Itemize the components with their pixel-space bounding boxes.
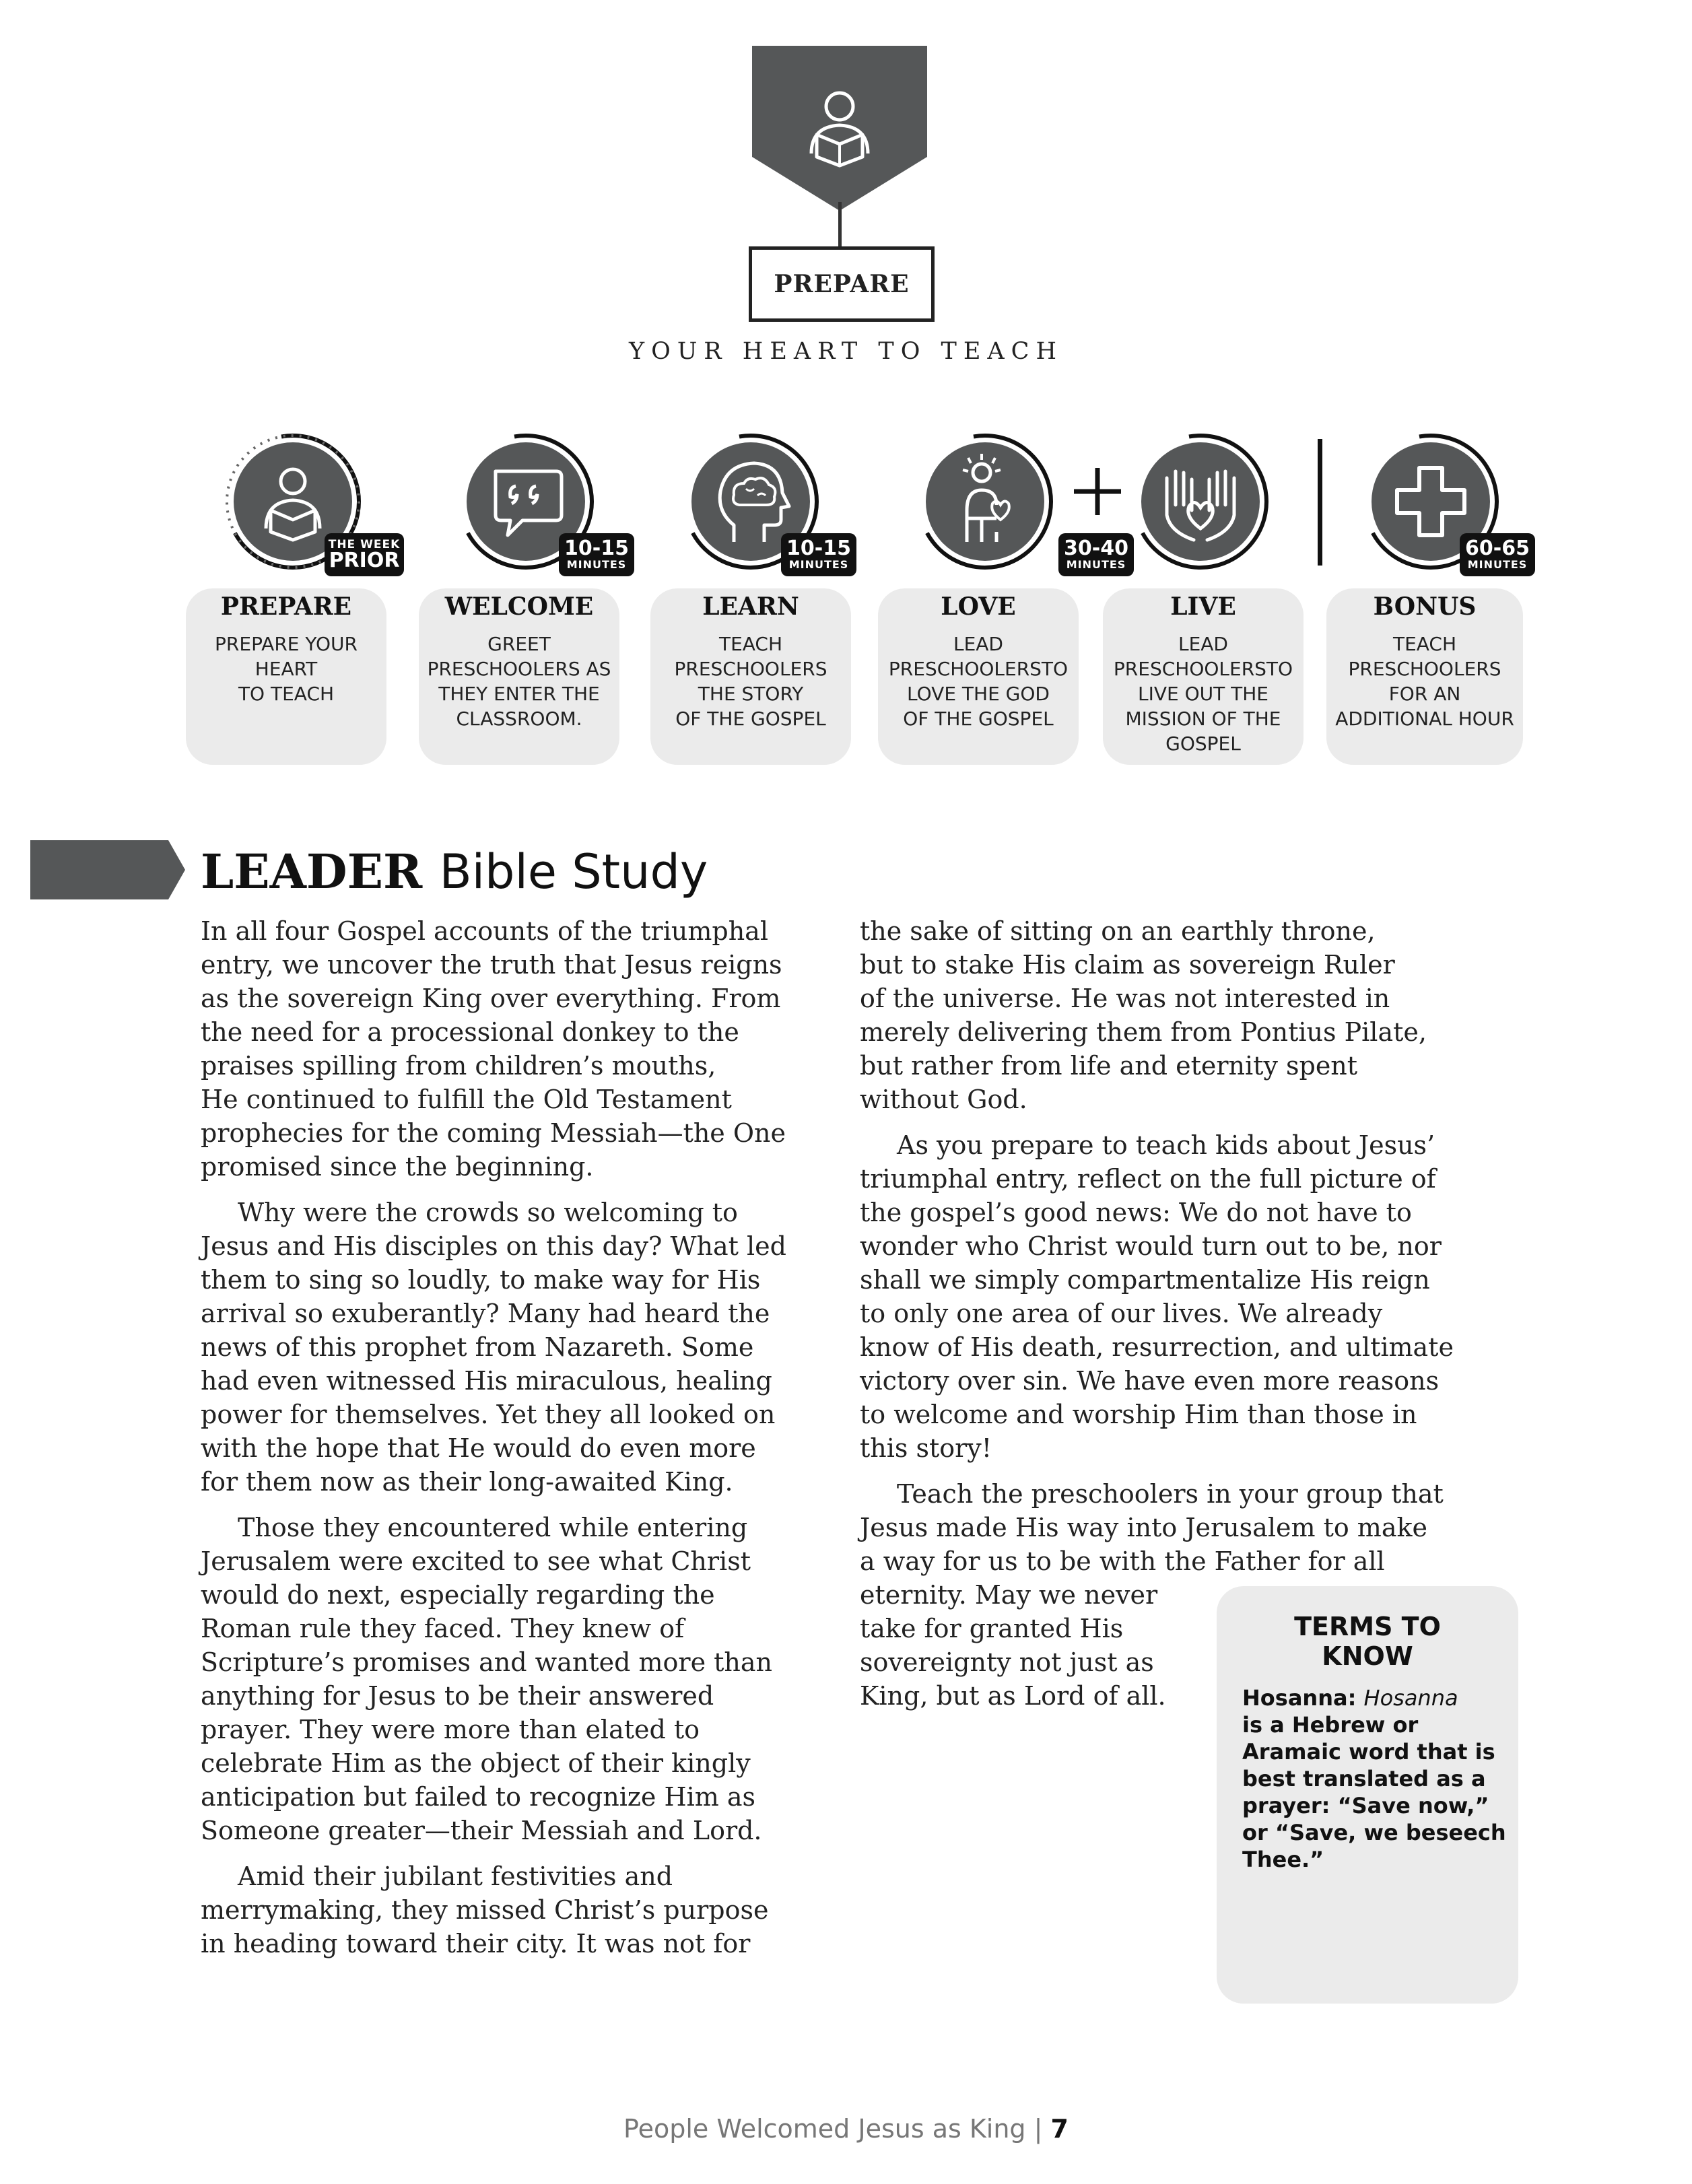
text-line: triumphal entry, reflect on the full picture of: [860, 1164, 1436, 1194]
text-line: Teach the preschoolers in your group that: [897, 1479, 1444, 1509]
tag-small: MINUTES: [788, 558, 849, 571]
desc-line: THEY ENTER THE: [438, 683, 600, 705]
text-line: prayer. They were more than elated to: [201, 1715, 700, 1744]
text-line: entry, we uncover the truth that Jesus reigns: [201, 950, 782, 980]
desc-line: PRESCHOOLERS AS: [427, 658, 611, 680]
term-italic: Hosanna: [1363, 1685, 1458, 1711]
person-heart-icon: [914, 431, 1056, 572]
term-def-line: prayer: “Save now,”: [1242, 1793, 1489, 1818]
term-def-line: Aramaic word that is: [1242, 1739, 1495, 1765]
text-line: would do next, especially regarding the: [201, 1580, 715, 1610]
text-line: As you prepare to teach kids about Jesus’: [897, 1130, 1435, 1160]
tag-small: MINUTES: [1066, 558, 1126, 571]
text-line: shall we simply compartmentalize His reign: [860, 1265, 1430, 1295]
desc-line: ADDITIONAL HOUR: [1335, 708, 1514, 730]
desc-line: TO TEACH: [238, 683, 335, 705]
tag-big: PRIOR: [329, 549, 400, 572]
card-title: LOVE: [941, 592, 1016, 621]
heading-light: Bible Study: [439, 844, 708, 899]
tag-big: 60-65: [1465, 537, 1530, 560]
step-love-icon: [914, 431, 1056, 572]
tag-small: THE WEEK: [328, 538, 401, 551]
prepare-box: PREPARE: [749, 246, 935, 322]
text-line: Why were the crowds so welcoming to: [238, 1198, 738, 1227]
card-desc: [650, 632, 851, 731]
heading-bold: LEADER: [201, 844, 423, 899]
text-line: promised since the beginning.: [201, 1152, 594, 1182]
term-def-line: Thee.”: [1242, 1847, 1324, 1872]
terms-body: [1242, 1684, 1506, 1873]
text-line: with the hope that He would do even more: [201, 1433, 756, 1463]
reader-icon: [752, 46, 927, 214]
card-desc: [1326, 632, 1523, 731]
desc-line: PREPARE YOUR: [215, 633, 358, 655]
text-line: In all four Gospel accounts of the triumphal: [201, 916, 768, 946]
desc-line: THE STORY: [698, 683, 804, 705]
text-line: merrymaking, they missed Christ’s purpose: [201, 1895, 769, 1925]
text-line: without God.: [860, 1085, 1027, 1114]
footer-text: People Welcomed Jesus as King |: [623, 2114, 1051, 2144]
body-column-left: [201, 914, 847, 1973]
text-line: power for themselves. Yet they all looked on: [201, 1400, 776, 1429]
terms-title-line: TERMS TO: [1294, 1612, 1441, 1641]
desc-line: OF THE GOSPEL: [903, 708, 1054, 730]
text-line: wonder who Christ would turn out to be, nor: [860, 1231, 1442, 1261]
card-live: [1103, 588, 1304, 765]
banner-stem: [838, 202, 842, 249]
text-line: but rather from life and eternity spent: [860, 1051, 1358, 1081]
terms-title-line: KNOW: [1322, 1641, 1413, 1671]
text-line: the gospel’s good news: We do not have to: [860, 1198, 1412, 1227]
step-live-icon: [1130, 431, 1271, 572]
paragraph: [201, 1859, 847, 1960]
hands-heart-icon: [1130, 431, 1271, 572]
text-line: Jerusalem were excited to see what Christ: [201, 1546, 751, 1576]
term-def-line: best translated as a: [1242, 1766, 1486, 1791]
text-line: this story!: [860, 1433, 992, 1463]
tag-big: 10-15: [786, 537, 851, 560]
text-line: victory over sin. We have even more reasons: [860, 1366, 1440, 1396]
text-line: a way for us to be with the Father for all: [860, 1546, 1385, 1576]
text-line: merely delivering them from Pontius Pilate,: [860, 1017, 1427, 1047]
text-line: celebrate Him as the object of their kingly: [201, 1748, 751, 1778]
text-line: news of this prophet from Nazareth. Some: [201, 1332, 754, 1362]
step-love-tag: [1058, 533, 1134, 576]
text-line: take for granted His: [860, 1614, 1124, 1643]
terms-to-know-box: [1217, 1586, 1518, 2004]
card-welcome: [419, 588, 619, 765]
text-line: anything for Jesus to be their answered: [201, 1681, 714, 1711]
text-line: had even witnessed His miraculous, healing: [201, 1366, 772, 1396]
tag-small: MINUTES: [566, 558, 627, 571]
prepare-banner: [752, 46, 927, 214]
card-title: LIVE: [1170, 592, 1236, 621]
card-desc: [186, 632, 386, 706]
desc-line: LEAD: [953, 633, 1003, 655]
term-def-line: is a Hebrew or: [1242, 1712, 1419, 1738]
text-line: Roman rule they faced. They knew of: [201, 1614, 685, 1643]
terms-title: [1242, 1612, 1493, 1671]
paragraph: [201, 914, 847, 1184]
bonus-divider: [1318, 439, 1322, 566]
text-line: to only one area of our lives. We already: [860, 1299, 1383, 1328]
desc-line: MISSION OF THE: [1125, 708, 1281, 730]
text-line: as the sovereign King over everything. From: [201, 984, 781, 1013]
text-line: Amid their jubilant festivities and: [238, 1862, 673, 1891]
step-prepare-tag: [325, 533, 404, 576]
prepare-subtitle: YOUR HEART TO TEACH: [629, 338, 1063, 365]
page-footer: [0, 2114, 1692, 2144]
text-line: King, but as Lord of all.: [860, 1681, 1166, 1711]
desc-line: PRESCHOOLERSTO: [1113, 658, 1293, 680]
card-title: BONUS: [1373, 592, 1477, 621]
card-bonus: [1326, 588, 1523, 765]
text-line: Those they encountered while entering: [238, 1513, 748, 1542]
desc-line: LOVE THE GOD: [907, 683, 1050, 705]
tag-small: MINUTES: [1467, 558, 1528, 571]
text-line: but to stake His claim as sovereign Ruler: [860, 950, 1395, 980]
step-bonus-tag: [1460, 533, 1535, 576]
text-line: the sake of sitting on an earthly throne,: [860, 916, 1376, 946]
desc-line: TEACH: [718, 633, 783, 655]
desc-line: LIVE OUT THE: [1138, 683, 1268, 705]
text-line: Jesus made His way into Jerusalem to make: [860, 1513, 1428, 1542]
desc-line: LEAD: [1178, 633, 1228, 655]
tag-big: 10-15: [564, 537, 629, 560]
paragraph: [860, 1128, 1506, 1465]
section-heading: [201, 843, 708, 901]
text-line: sovereignty not just as: [860, 1647, 1154, 1677]
card-title: LEARN: [702, 592, 799, 621]
card-desc: [1103, 632, 1304, 756]
text-line: prophecies for the coming Messiah—the One: [201, 1118, 786, 1148]
text-line: for them now as their long-awaited King.: [201, 1467, 733, 1497]
text-line: He continued to fulfill the Old Testament: [201, 1085, 732, 1114]
desc-line: CLASSROOM.: [456, 708, 582, 730]
desc-line: PRESCHOOLERS: [674, 658, 827, 680]
text-line: to welcome and worship Him than those in: [860, 1400, 1417, 1429]
term-def-line: or “Save, we beseech: [1242, 1820, 1506, 1845]
desc-line: FOR AN: [1388, 683, 1461, 705]
text-line: anticipation but failed to recognize Him as: [201, 1782, 756, 1812]
tag-big: 30-40: [1064, 537, 1128, 560]
text-line: them to sing so loudly, to make way for His: [201, 1265, 761, 1295]
desc-line: TEACH: [1392, 633, 1457, 655]
text-line: Someone greater—their Messiah and Lord.: [201, 1816, 762, 1845]
desc-line: OF THE GOSPEL: [675, 708, 826, 730]
term-word: Hosanna:: [1242, 1685, 1357, 1711]
paragraph: [201, 1511, 847, 1847]
card-title: WELCOME: [444, 592, 594, 621]
text-line: in heading toward their city. It was not for: [201, 1929, 751, 1958]
card-desc: [878, 632, 1079, 731]
section-arrow-tab: [30, 840, 185, 899]
page-number: 7: [1050, 2114, 1069, 2144]
text-line: the need for a processional donkey to the: [201, 1017, 739, 1047]
desc-line: GOSPEL: [1165, 732, 1241, 755]
card-title: PREPARE: [220, 592, 352, 621]
desc-line: GREET: [487, 633, 551, 655]
card-love: [878, 588, 1079, 765]
text-line: arrival so exuberantly? Many had heard the: [201, 1299, 770, 1328]
text-line: know of His death, resurrection, and ultimate: [860, 1332, 1454, 1362]
plus-icon: [1071, 465, 1124, 518]
text-line: eternity. May we never: [860, 1580, 1158, 1610]
desc-line: HEART: [255, 658, 318, 680]
card-prepare: [186, 588, 386, 765]
text-line: Scripture’s promises and wanted more than: [201, 1647, 773, 1677]
text-line: Jesus and His disciples on this day? What led: [201, 1231, 786, 1261]
desc-line: PRESCHOOLERSTO: [888, 658, 1069, 680]
paragraph: [201, 1196, 847, 1499]
step-welcome-tag: [559, 533, 634, 576]
card-desc: [419, 632, 619, 731]
paragraph: [860, 914, 1506, 1116]
text-line: praises spilling from children’s mouths,: [201, 1051, 716, 1081]
text-line: of the universe. He was not interested in: [860, 984, 1390, 1013]
card-learn: [650, 588, 851, 765]
step-learn-tag: [781, 533, 856, 576]
desc-line: PRESCHOOLERS: [1348, 658, 1501, 680]
